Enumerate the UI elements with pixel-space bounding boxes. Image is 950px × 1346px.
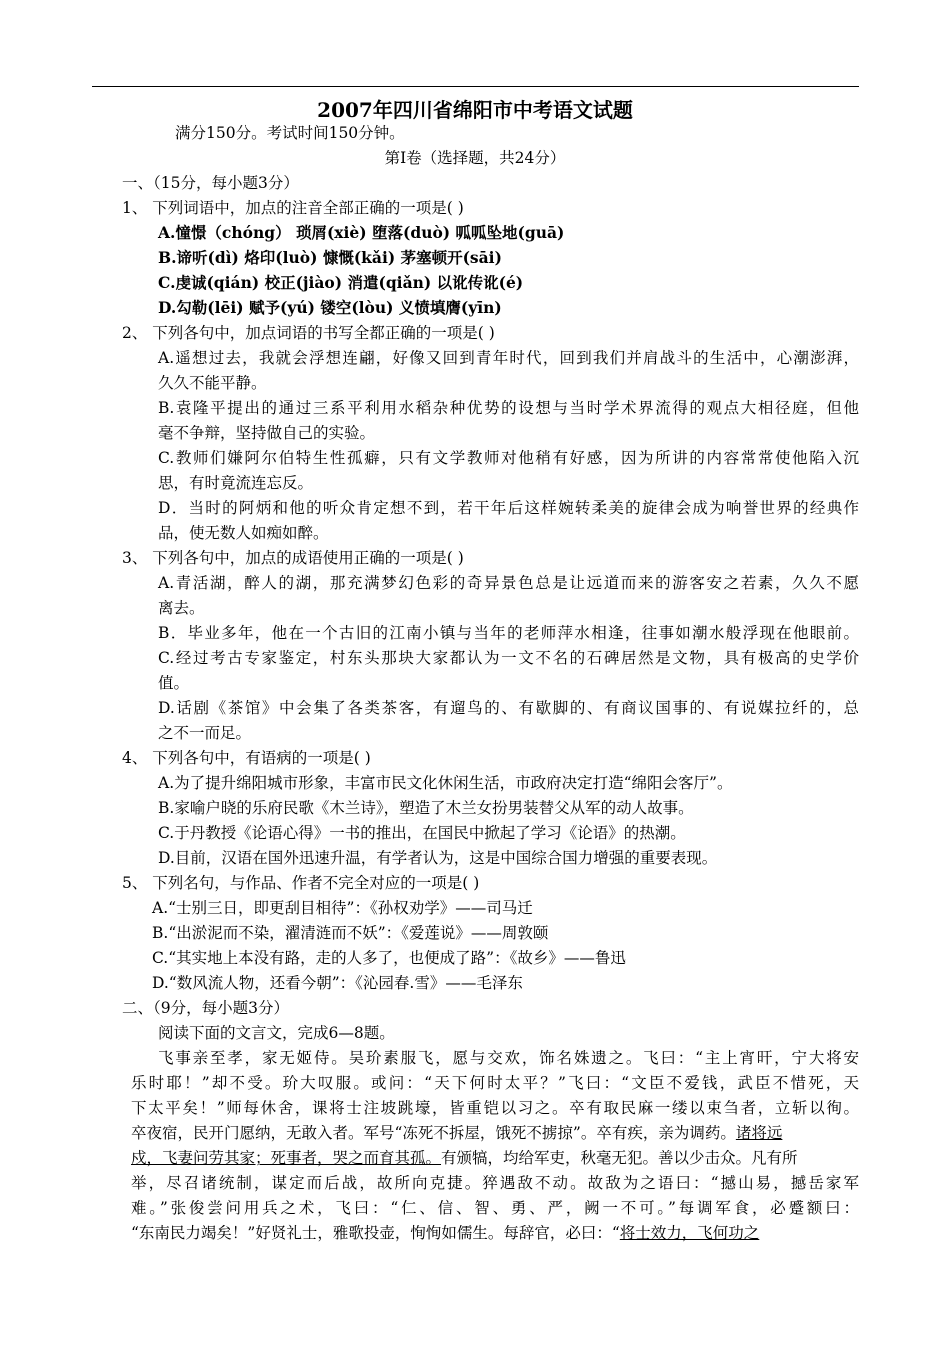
passage-line-7: 难。”张俊尝问用兵之术，飞曰：“仁、信、智、勇、严，阙一不可。”每调军食，必蹙额曰：: [131, 1199, 859, 1217]
q1-stem: 1、 下列词语中，加点的注音全部正确的一项是( ): [122, 199, 464, 217]
q5-option-c: C.“其实地上本没有路，走的人多了，也便成了路”：《故乡》——鲁迅: [152, 949, 626, 967]
q1-option-c: C.虔诚(qián) 校正(jiào) 消遣(qiǎn) 以讹传讹(é): [158, 273, 524, 292]
q2-option-d-line1: D．当时的阿炳和他的听众肯定想不到，若干年后这样婉转柔美的旋律会成为响誉世界的经典作: [158, 499, 859, 517]
document-title: 2007年四川省绵阳市中考语文试题: [317, 98, 633, 122]
q3-stem: 3、 下列各句中，加点的成语使用正确的一项是( ): [122, 549, 464, 567]
q3-option-d-line1: D.话剧《茶馆》中会集了各类茶客，有遛鸟的、有歇脚的、有商议国事的、有说媒拉纤的，总: [158, 699, 859, 717]
passage-line-6: 举，尽召诸统制，谋定而后战，故所向克捷。猝遇敌不动。故敌为之语曰：“撼山易，撼岳家军: [131, 1174, 859, 1192]
q3-option-c-line1: C.经过考古专家鉴定，村东头那块大家都认为一文不名的石碑居然是文物，具有极高的史学价: [158, 649, 859, 667]
exam-intro: 满分150分。考试时间150分钟。: [175, 124, 405, 142]
passage-underlined-3: 将士效力，飞何功之: [619, 1224, 760, 1242]
q3-option-a-line2: 离去。: [158, 599, 205, 617]
q2-option-d-line2: 品，使无数人如痴如醉。: [158, 524, 329, 542]
q2-option-b-line2: 毫不争辩，坚持做自己的实验。: [158, 424, 376, 442]
passage-line-4: [131, 1123, 782, 1143]
passage-line-8: [131, 1223, 759, 1243]
q5-option-b: B.“出淤泥而不染，濯清涟而不妖”：《爱莲说》——周敦颐: [152, 924, 549, 942]
passage-line-1: 飞事亲至孝，家无姬侍。吴玠素服飞，愿与交欢，饰名姝遗之。飞曰：“主上宵旰，宁大将安: [158, 1049, 859, 1067]
q5-option-a: A.“士别三日，即更刮目相待”：《孙权劝学》——司马迁: [152, 899, 533, 917]
passage-line-5-text: 有颁犒，均给军吏，秋毫无犯。善以少击众。凡有所: [441, 1149, 798, 1167]
passage-underlined-1: 诸将远: [735, 1124, 783, 1142]
q2-option-c-line2: 思，有时竟流连忘反。: [158, 474, 314, 492]
q2-option-b-line1: B.袁隆平提出的通过三系平利用水稻杂种优势的设想与当时学术界流得的观点大相径庭，但他: [158, 399, 859, 417]
q4-stem: 4、 下列各句中，有语病的一项是( ): [122, 749, 371, 767]
passage-line-2: 乐时耶！”却不受。玠大叹服。或问：“天下何时太平？”飞曰：“文臣不爱钱，武臣不惜死，天: [131, 1074, 859, 1092]
q4-option-c: C.于丹教授《论语心得》一书的推出，在国民中掀起了学习《论语》的热潮。: [158, 824, 686, 842]
header-rule: [92, 86, 859, 87]
q4-option-b: B.家喻户晓的乐府民歌《木兰诗》，塑造了木兰女扮男装替父从军的动人故事。: [158, 799, 694, 817]
q5-stem: 5、 下列名句，与作品、作者不完全对应的一项是( ): [122, 874, 480, 892]
section2-heading: 二、（9分，每小题3分）: [122, 999, 289, 1017]
q3-option-a-line1: A.青活湖，醉人的湖，那充满梦幻色彩的奇异景色总是让远道而来的游客安之若素，久久不愿: [158, 574, 859, 592]
q3-option-d-line2: 之不一而足。: [158, 724, 252, 742]
q2-option-a-line1: A.遥想过去，我就会浮想连翩，好像又回到青年时代，回到我们并肩战斗的生活中，心潮澎湃，: [158, 349, 859, 367]
q4-option-d: D.目前，汉语在国外迅速升温，有学者认为，这是中国综合国力增强的重要表现。: [158, 849, 718, 867]
q1-option-a: A.憧憬（chóng） 琐屑(xiè) 堕落(duò) 呱呱坠地(guā): [158, 223, 565, 242]
passage-line-4-text: 卒夜宿，民开门愿纳，无敢入者。军号“冻死不拆屋，饿死不掳掠”。卒有疾，亲为调药。: [131, 1124, 736, 1142]
volume-heading: 第Ⅰ卷（选择题，共24分）: [384, 149, 566, 167]
section2-instruction: 阅读下面的文言文，完成6—8题。: [158, 1024, 395, 1042]
passage-line-8-text: “东南民力竭矣！”好贤礼士，雅歌投壶，恂恂如儒生。每辞官，必曰：“: [131, 1224, 620, 1242]
passage-line-3: 下太平矣！”师每休舍，课将士注坡跳壕，皆重铠以习之。卒有取民麻一缕以束刍者，立斩以徇。: [131, 1099, 859, 1117]
q2-stem: 2、 下列各句中，加点词语的书写全都正确的一项是( ): [122, 324, 495, 342]
q1-option-b: B.谛听(dì) 烙印(luò) 慷慨(kǎi) 茅塞顿开(sāi): [158, 248, 502, 267]
q1-option-d: D.勾勒(lēi) 赋予(yú) 镂空(lòu) 义愤填膺(yīn): [158, 298, 502, 317]
section1-heading: 一、（15分，每小题3分）: [122, 174, 299, 192]
q2-option-a-line2: 久久不能平静。: [158, 374, 267, 392]
passage-line-5: [131, 1148, 798, 1168]
q3-option-c-line2: 值。: [158, 674, 190, 692]
passage-underlined-2: 戍，飞妻问劳其家；死事者，哭之而育其孤。: [131, 1149, 442, 1167]
q5-option-d: D.“数风流人物，还看今朝”：《沁园春.雪》——毛泽东: [152, 974, 523, 992]
q3-option-b: B．毕业多年，他在一个古旧的江南小镇与当年的老师萍水相逢，往事如潮水般浮现在他眼前。: [158, 624, 859, 642]
q4-option-a: A.为了提升绵阳城市形象，丰富市民文化休闲生活，市政府决定打造“绵阳会客厅”。: [158, 774, 733, 792]
q2-option-c-line1: C.教师们嫌阿尔伯特生性孤癖，只有文学教师对他稍有好感，因为所讲的内容常常使他陷入沉: [158, 449, 859, 467]
